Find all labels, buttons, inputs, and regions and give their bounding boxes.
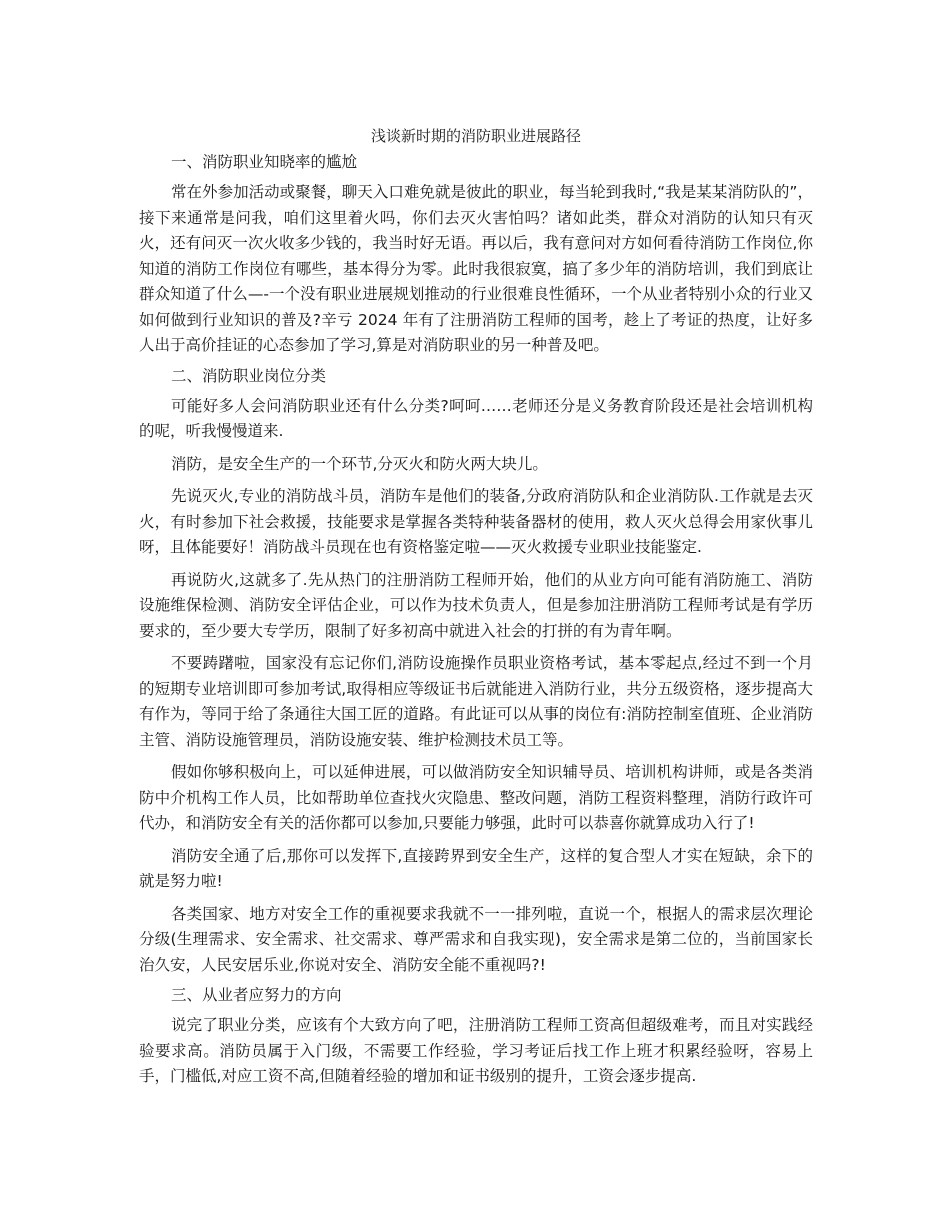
paragraph: 消防安全通了后,那你可以发挥下,直接跨界到安全生产，这样的复合型人才实在短缺，余下的就是努力啦! [139, 846, 813, 890]
paragraph: 说完了职业分类，应该有个大致方向了吧，注册消防工程师工资高但超级难考，而且对实践经验要求高。消防员属于入门级，不需要工作经验，学习考证后找工作上班才积累经验呀，容易上手，门槛低,对应工资不高,但随着经验的增加和证书级别的提升，工资会逐步提高. [139, 1016, 813, 1085]
paragraph: 常在外参加活动或聚餐，聊天入口难免就是彼此的职业，每当轮到我时,“我是某某消防队的”，接下来通常是问我，咱们这里着火吗，你们去灭火害怕吗？诸如此类，群众对消防的认知只有灭火，还有问灭一次火收多少钱的，我当时好无语。再以后，我有意问对方如何看待消防工作岗位,你知道的消防工作岗位有哪些，基本得分为零。此时我很寂寞，搞了多少年的消防培训，我们到底让群众知道了什么—-一个没有职业进展规划推动的行业很难良性循环，一个从业者特别小众的行业又如何做到行业知识的普及?辛亏 2024 年有了注册消防工程师的国考，趁上了考证的热度，让好多人出于高价挂证的心态参加了学习,算是对消防职业的另一种普及吧。 [139, 183, 813, 354]
section-heading: 一、消防职业知晓率的尴尬 [171, 153, 358, 171]
section-heading: 三、从业者应努力的方向 [171, 986, 342, 1004]
section-career-direction [139, 985, 813, 1090]
paragraph: 可能好多人会问消防职业还有什么分类?呵呵……老师还分是义务教育阶段还是社会培训机构的呢，听我慢慢道来. [139, 396, 813, 440]
paragraph: 假如你够积极向上，可以延伸进展，可以做消防安全知识辅导员、培训机构讲师，或是各类消防中介机构工作人员，比如帮助单位查找火灾隐患、整改问题，消防工程资料整理，消防行政许可代办，和消防安全有关的活你都可以参加,只要能力够强，此时可以恭喜你就算成功入行了! [139, 763, 813, 832]
section-job-categories [139, 366, 813, 979]
section-awareness [139, 152, 813, 359]
paragraph: 各类国家、地方对安全工作的重视要求我就不一一排列啦，直说一个，根据人的需求层次理论分级(生理需求、安全需求、社交需求、尊严需求和自我实现)，安全需求是第二位的，当前国家长治久安，人民安居乐业,你说对安全、消防安全能不重视吗?! [139, 904, 813, 974]
document-title: 浅谈新时期的消防职业进展路径 [370, 127, 581, 145]
paragraph: 不要踌躇啦，国家没有忘记你们,消防设施操作员职业资格考试，基本零起点,经过不到一个月的短期专业培训即可参加考试,取得相应等级证书后就能进入消防行业，共分五级资格，逐步提高大有作为，等同于给了条通往大国工匠的道路。有此证可以从事的岗位有:消防控制室值班、企业消防主管、消防设施管理员，消防设施安装、维护检测技术员工等。 [139, 654, 813, 749]
section-heading: 二、消防职业岗位分类 [171, 366, 327, 385]
paragraph: 先说灭火,专业的消防战斗员，消防车是他们的装备,分政府消防队和企业消防队.工作就是去灭火，有时参加下社会救援，技能要求是掌握各类特种装备器材的使用，救人灭火总得会用家伙事儿呀，且体能要好！消防战斗员现在也有资格鉴定啦——灭火救援专业职业技能鉴定. [139, 487, 813, 556]
paragraph: 消防，是安全生产的一个环节,分灭火和防火两大块儿。 [171, 454, 548, 473]
paragraph: 再说防火,这就多了.先从热门的注册消防工程师开始，他们的从业方向可能有消防施工、消防设施维保检测、消防安全评估企业，可以作为技术负责人，但是参加注册消防工程师考试是有学历要求的，至少要大专学历，限制了好多初高中就进入社会的打拼的有为青年啊。 [139, 570, 813, 640]
